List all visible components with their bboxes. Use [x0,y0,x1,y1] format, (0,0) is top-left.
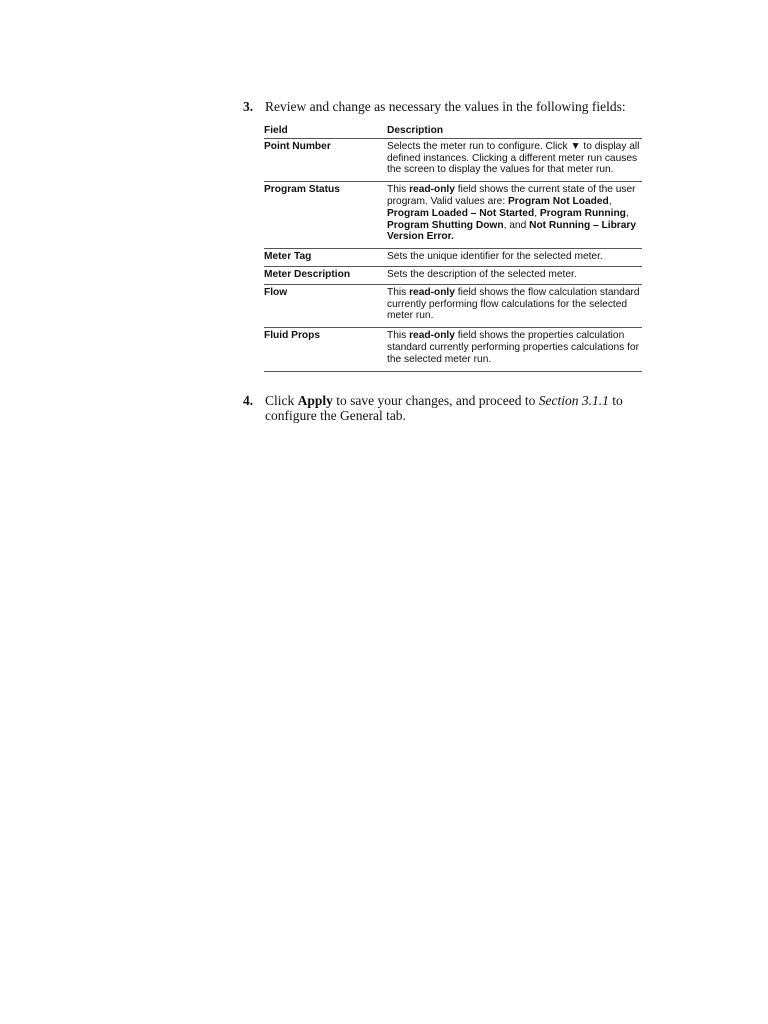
description-line: display all defined instances. Clicking a different [387,140,640,164]
table-row [264,285,642,328]
field-name: Flow [264,286,288,298]
header-field: Field [264,125,288,136]
description-text: This [387,330,410,342]
field-description [387,141,642,176]
description-line: meter run causes the screen to display the values [387,152,638,176]
field-description: Sets the description of the selected meter. [387,268,577,280]
section-reference: Section 3.1.1 [538,393,609,408]
status-value: Program Not Loaded [508,195,609,207]
separator: , [534,207,540,219]
status-value: Program Loaded – Not Started [387,207,535,219]
read-only-label: read-only [409,330,455,342]
description-text: field shows the flow calculation standard currently performing flow calculations for the selected meter run. [387,286,640,322]
step-text [265,393,645,423]
step-number: 3. [243,99,254,114]
table-row [264,328,642,371]
status-value: Program Shutting Down [387,219,504,231]
field-description [387,287,642,322]
status-value: Program Running [539,207,626,219]
field-description: Sets the unique identifier for the selected meter. [387,251,603,263]
separator: , [608,195,612,207]
description-line: Selects the meter run to configure. Click ▼ to [387,140,595,152]
field-name: Point Number [264,140,331,152]
field-description [387,330,642,365]
description-text: This [387,286,410,298]
separator: , and [503,219,530,231]
table-row [264,182,642,249]
step-text-part: to save your changes, and proceed to [332,393,539,408]
fields-table [264,125,642,372]
apply-label: Apply [297,393,333,408]
field-name: Meter Description [264,268,351,280]
description-text: This [387,184,410,196]
table-row [264,139,642,182]
table-header [264,125,642,139]
field-description [387,184,642,243]
status-value: Not Running – Library Version Error. [387,219,637,243]
description-text: field shows the properties calculation standard currently performing properties calculations for the selected meter run. [387,330,639,365]
description-line: for that meter run. [532,164,614,176]
step-text-part: Click [265,393,298,408]
field-name: Fluid Props [264,330,321,342]
table-row [264,267,642,285]
description-text: field shows the current state of the user program. Valid values are: [387,184,636,207]
field-name: Meter Tag [264,251,312,263]
field-name: Program Status [264,184,340,196]
step-text: Review and change as necessary the values in the following fields: [265,99,626,114]
read-only-label: read-only [409,184,455,196]
table-row [264,249,642,267]
read-only-label: read-only [409,286,455,298]
separator: , [625,207,629,219]
step-text-part: to configure the General tab. [265,393,623,423]
step-number: 4. [243,393,254,408]
header-description: Description [387,125,444,136]
